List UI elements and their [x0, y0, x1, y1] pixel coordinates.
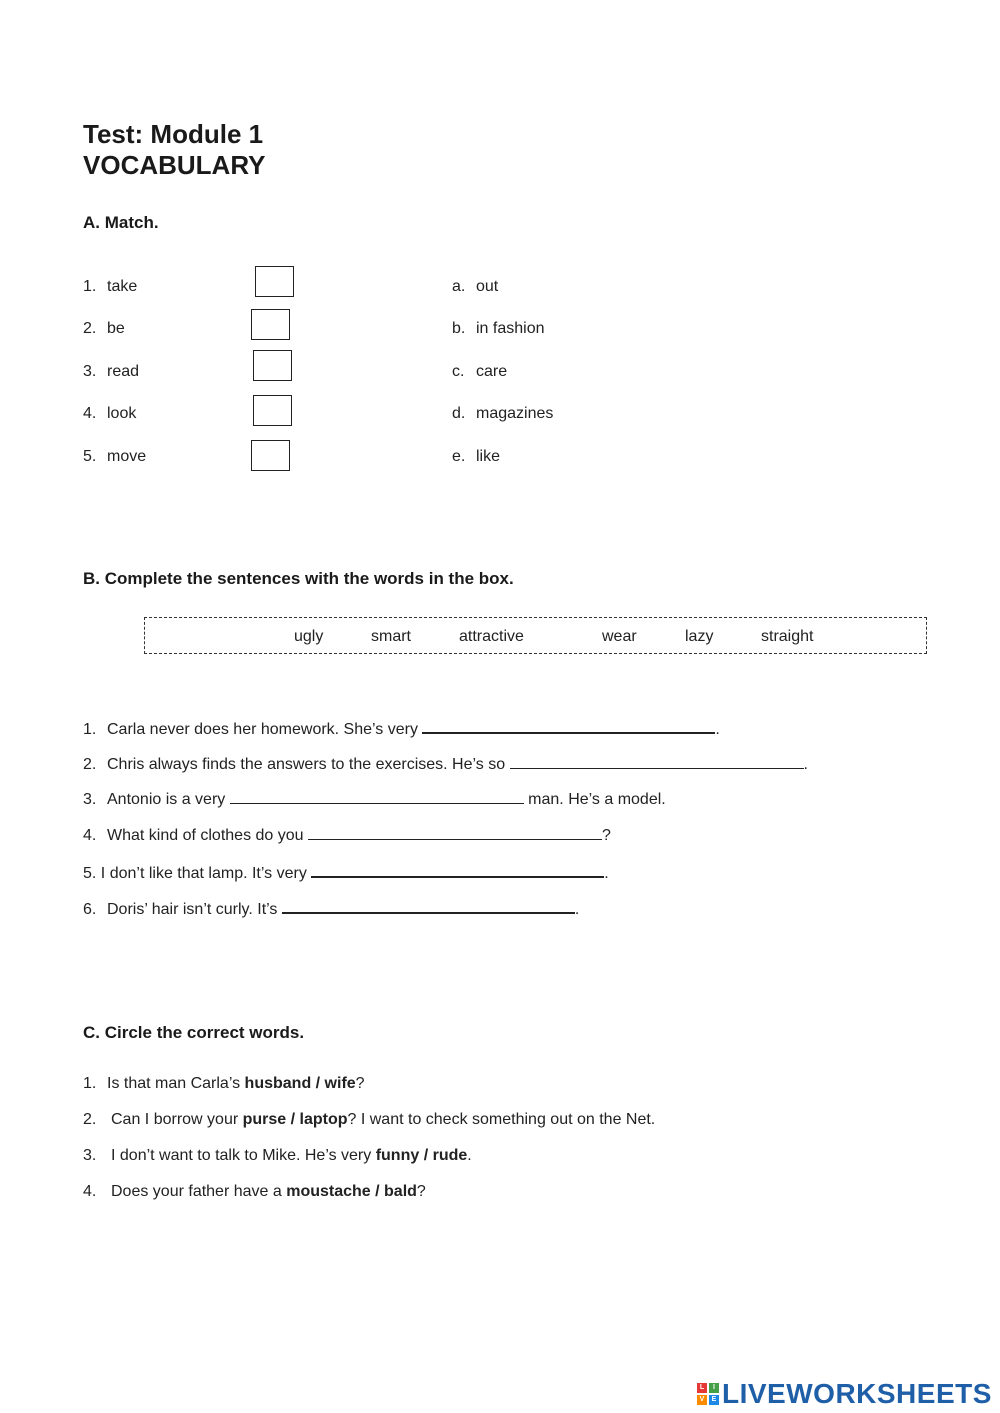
match-right-item	[452, 363, 507, 381]
sentence-item	[83, 789, 666, 809]
circle-choice[interactable]: husband / wife	[244, 1075, 356, 1092]
liveworksheets-logo	[697, 1376, 992, 1412]
sentence-item	[83, 898, 579, 919]
circle-after: ? I want to check something out on the Net.	[347, 1111, 656, 1128]
match-left-item	[83, 363, 139, 381]
word-bank-item[interactable]: wear	[602, 628, 637, 645]
sentence-after: .	[803, 756, 808, 773]
match-right-letter: a.	[452, 278, 466, 295]
match-right-letter: e.	[452, 448, 466, 465]
match-answer-box-1[interactable]	[255, 266, 294, 297]
word-bank-item[interactable]: ugly	[294, 628, 324, 645]
match-left-text: be	[107, 320, 125, 337]
match-right-item	[452, 405, 553, 423]
match-answer-box-3[interactable]	[253, 350, 292, 381]
sentence-num: 5.	[83, 865, 97, 882]
sentence-num: 1.	[83, 721, 97, 738]
circle-before: Is that man Carla’s	[107, 1075, 245, 1092]
circle-item	[83, 1183, 426, 1201]
logo-text: LIVEWORKSHEETS	[722, 1378, 992, 1409]
section-a-heading: A. Match.	[83, 213, 159, 232]
match-left-text: read	[107, 363, 140, 380]
word-bank-item[interactable]: lazy	[685, 628, 714, 645]
circle-before: Does your father have a	[111, 1183, 287, 1200]
sentence-num: 4.	[83, 827, 97, 844]
sentence-before: Chris always finds the answers to the exercises. He’s so	[107, 756, 510, 773]
word-bank-item[interactable]: smart	[371, 628, 411, 645]
sentence-before: Doris’ hair isn’t curly. It’s	[107, 901, 282, 918]
answer-blank-3[interactable]	[230, 789, 524, 804]
sentence-item	[83, 718, 720, 739]
match-answer-box-2[interactable]	[251, 309, 290, 340]
match-left-num: 2.	[83, 320, 97, 337]
circle-item	[83, 1075, 365, 1093]
circle-after: ?	[355, 1075, 365, 1092]
section-c-heading: C. Circle the correct words.	[83, 1023, 305, 1042]
sentence-after: .	[604, 865, 609, 882]
match-right-text: care	[476, 363, 508, 380]
match-right-text: in fashion	[476, 320, 545, 337]
logo-grid-icon	[697, 1383, 719, 1405]
section-b-heading: B. Complete the sentences with the words in the box.	[83, 569, 514, 588]
sentence-num: 3.	[83, 791, 97, 808]
match-right-item	[452, 278, 498, 296]
match-left-text: take	[107, 278, 138, 295]
match-answer-box-4[interactable]	[253, 395, 292, 426]
match-left-num: 1.	[83, 278, 97, 295]
answer-blank-4[interactable]	[308, 825, 602, 840]
sentence-item	[83, 825, 611, 845]
match-left-num: 3.	[83, 363, 97, 380]
match-left-item	[83, 278, 137, 296]
match-right-text: out	[476, 278, 499, 295]
sentence-before: Antonio is a very	[107, 791, 230, 808]
sentence-item	[83, 862, 609, 883]
logo-tile: L	[697, 1383, 707, 1393]
circle-choice[interactable]: funny / rude	[375, 1147, 468, 1164]
circle-num: 3.	[83, 1147, 97, 1164]
sentence-before: What kind of clothes do you	[107, 827, 308, 844]
answer-blank-5[interactable]	[311, 862, 604, 878]
sentence-num: 6.	[83, 901, 97, 918]
match-right-text: magazines	[476, 405, 554, 422]
match-right-item	[452, 320, 545, 338]
circle-after: .	[467, 1147, 472, 1164]
answer-blank-1[interactable]	[422, 718, 715, 734]
match-left-text: look	[107, 405, 137, 422]
circle-choice[interactable]: moustache / bald	[286, 1183, 417, 1200]
page-title	[83, 119, 265, 181]
match-right-letter: b.	[452, 320, 466, 337]
title-line-1: Test: Module 1	[83, 119, 264, 149]
logo-tile: E	[709, 1395, 719, 1405]
match-right-letter: d.	[452, 405, 466, 422]
match-right-letter: c.	[452, 363, 465, 380]
sentence-after: .	[574, 901, 580, 918]
circle-num: 1.	[83, 1075, 97, 1092]
circle-before: I don’t want to talk to Mike. He’s very	[111, 1147, 376, 1164]
word-bank-item[interactable]: straight	[761, 628, 814, 645]
match-left-item	[83, 448, 146, 466]
circle-item	[83, 1111, 655, 1129]
word-bank-item[interactable]: attractive	[459, 628, 524, 645]
match-right-item	[452, 448, 500, 466]
sentence-before: I don’t like that lamp. It’s very	[100, 865, 312, 882]
sentence-after: ?	[602, 827, 611, 844]
sentence-after: .	[715, 721, 720, 738]
circle-before: Can I borrow your	[111, 1111, 243, 1128]
sentence-after: man. He’s a model.	[523, 791, 666, 808]
match-left-text: move	[107, 448, 147, 465]
match-left-num: 4.	[83, 405, 97, 422]
sentence-before: Carla never does her homework. She’s very	[107, 721, 423, 738]
match-answer-box-5[interactable]	[251, 440, 290, 471]
match-left-num: 5.	[83, 448, 97, 465]
title-line-2: VOCABULARY	[83, 150, 266, 180]
match-left-item	[83, 320, 125, 338]
circle-after: ?	[416, 1183, 426, 1200]
match-right-text: like	[476, 448, 501, 465]
circle-num: 4.	[83, 1183, 97, 1200]
match-left-item	[83, 405, 136, 423]
answer-blank-2[interactable]	[510, 754, 804, 769]
sentence-item	[83, 754, 808, 774]
logo-tile: I	[709, 1383, 719, 1393]
logo-tile: V	[697, 1395, 707, 1405]
word-bank-box	[144, 617, 927, 654]
answer-blank-6[interactable]	[282, 898, 575, 914]
circle-num: 2.	[83, 1111, 97, 1128]
circle-item	[83, 1147, 472, 1165]
sentence-num: 2.	[83, 756, 97, 773]
circle-choice[interactable]: purse / laptop	[242, 1111, 348, 1128]
